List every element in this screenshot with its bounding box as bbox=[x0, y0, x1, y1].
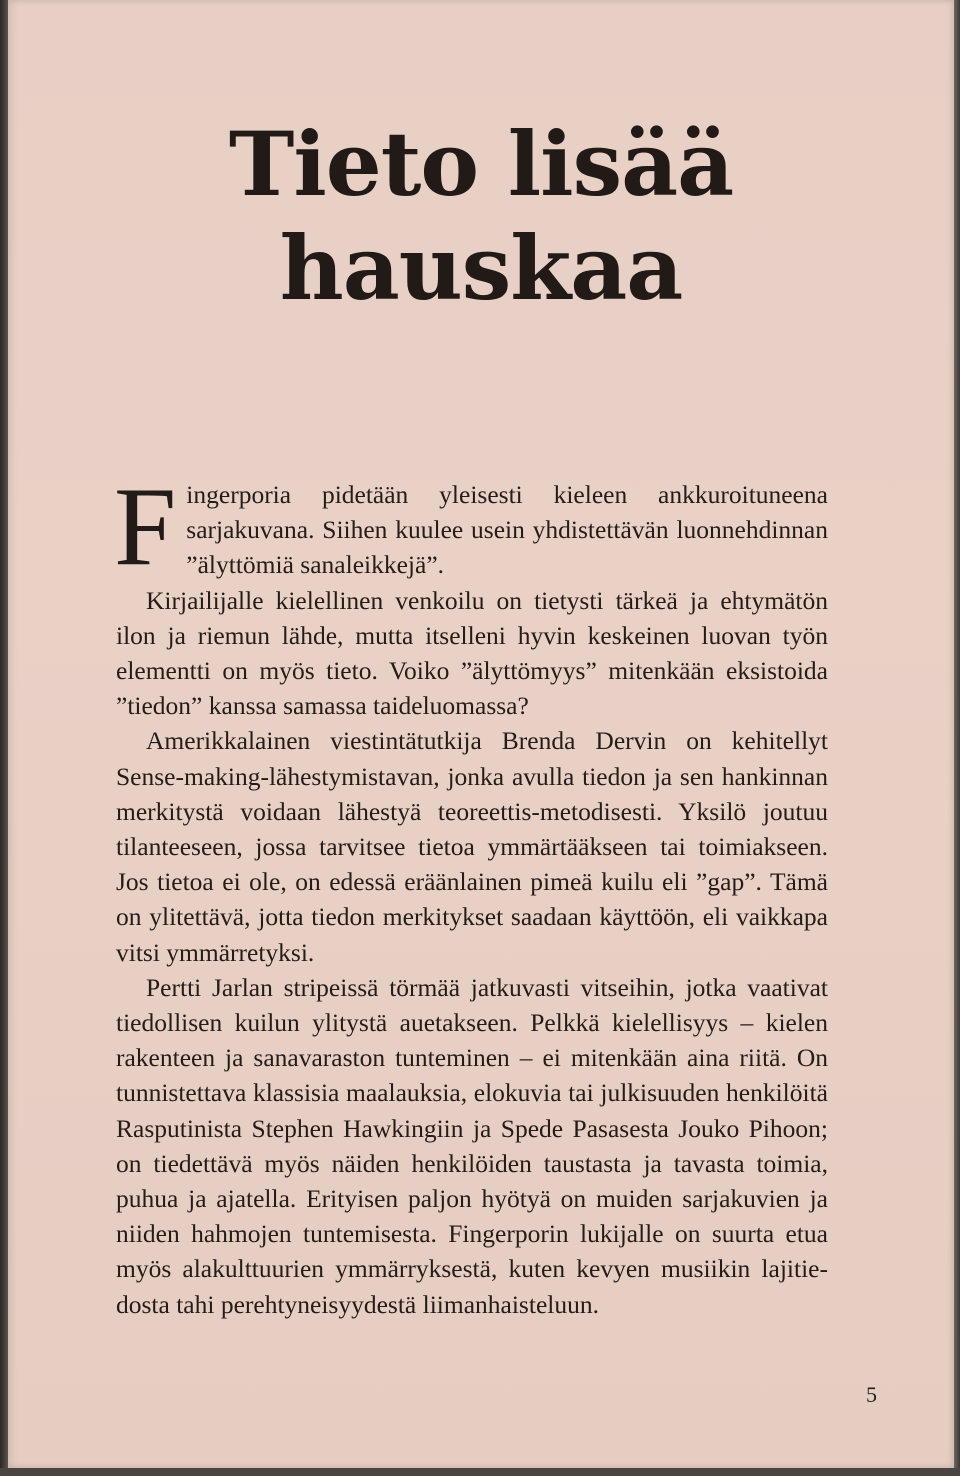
drop-cap: F bbox=[114, 465, 177, 589]
page-edge-bottom bbox=[0, 1468, 960, 1476]
title-line-2: hauskaa bbox=[279, 216, 683, 320]
book-spine-shadow bbox=[0, 0, 8, 1476]
page-number: 5 bbox=[866, 1382, 877, 1407]
page-title bbox=[8, 112, 954, 320]
body-text bbox=[114, 465, 828, 1322]
paragraph-1 bbox=[114, 465, 828, 589]
page-edge-right bbox=[954, 0, 960, 1476]
paragraph-4: Pertti Jarlan stripeissä törmää jatkuvasti vitseihin, jotka vaativat tiedollisen kuilun ylitystä auetakseen. Pelkkä kielellisyys – kielen rakenteen ja sanavaraston tunteminen – ei mitenkään aina riitä. On tunnistettava klassisia maalauksia, elokuvia tai julkisuuden henkilöitä Rasputinista Stephen Hawkingiin ja Spede Pasasesta Jouko Pihoon; on tiedettävä myös näiden henkilöiden taustasta ja tavasta toimia, puhua ja ajatella. Erityisen paljon hyötyä on muiden sarjakuvien ja niiden hahmojen tuntemisesta. Fingerporin lukijalle on suurta etua myös alakulttuurien ymmärryksestä, kuten kevyen musiikin lajitiedosta tahi perehtyneisyydestä liimanhaisteluun. bbox=[116, 972, 828, 1319]
paragraph-2: Kirjailijalle kielellinen venkoilu on tietysti tärkeä ja ehtymätön ilon ja riemun lähde, mutta itselleni hyvin keskeinen luovan työn elementti on myös tieto. Voiko ”älyttömyys” mitenkään eksistoida ”tiedon” kanssa samassa taideluomassa? bbox=[116, 585, 828, 721]
title-line-1: Tieto lisää bbox=[228, 112, 734, 216]
paragraph-3: Amerikkalainen viestintätutkija Brenda Dervin on kehitellyt Sense-making-lähestymistavan, jonka avulla tiedon ja sen hankinnan merkitystä voidaan lähestyä teoreettis-metodisesti. Yksilö joutuu tilanteeseen, jossa tarvitsee tietoa ymmärtääkseen tai toimiakseen. Jos tietoa ei ole, on edessä eräänlainen pimeä kuilu eli ”gap”. Tämä on ylitettävä, jotta tiedon merkitykset saadaan käyttöön, eli vaikkapa vitsi ymmärretyksi. bbox=[116, 726, 828, 967]
paragraph-1-text: ingerporia pidetään yleisesti kieleen ankkuroituneena sarjakuvana. Siihen kuulee usein yhdistettävän luonnehdinnan ”älyttömiä sanaleikkejä”. bbox=[186, 480, 828, 580]
book-page bbox=[8, 0, 954, 1468]
